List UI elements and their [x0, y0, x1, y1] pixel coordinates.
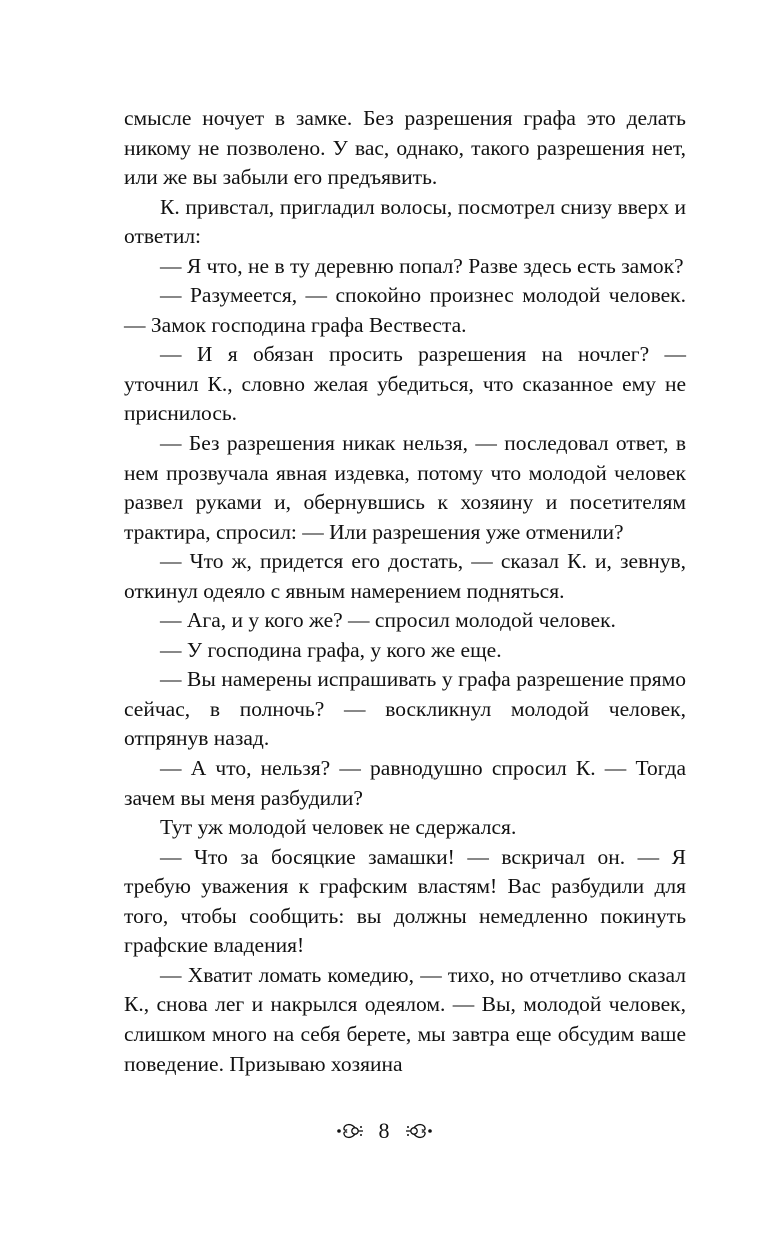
paragraph-12: Тут уж молодой человек не сдержался. [160, 815, 517, 840]
paragraph-3: — Я что, не в ту деревню попал? Разве здесь есть замок? [160, 253, 684, 278]
book-page-text [124, 104, 686, 1079]
paragraph-8: — Ага, и у кого же? — спросил молодой человек. [160, 608, 616, 633]
paragraph-7: — Что ж, придется его достать, — сказал К. и, зевнув, откинул одеяло с явным намерением подняться. [124, 549, 686, 603]
paragraph-1: смысле ночует в замке. Без разрешения графа это делать никому не позволено. У вас, однако, такого разрешения нет, или же вы забыли его предъявить. [124, 106, 686, 190]
paragraph-11: — А что, нельзя? — равнодушно спросил К. — Тогда зачем вы меня разбудили? [124, 756, 686, 810]
paragraph-14: — Хватит ломать комедию, — тихо, но отчетливо сказал К., снова лег и накрылся одеялом. — Вы, молодой человек, слишком много на себя берете, мы завтра еще обсудим ваше поведение. Призываю хозяина [124, 962, 686, 1076]
paragraph-9: — У господина графа, у кого же еще. [160, 637, 502, 662]
page-number: 8 [378, 1118, 390, 1143]
paragraph-4: — Разумеется, — спокойно произнес молодой человек. — Замок господина графа Вествеста. [124, 283, 686, 337]
paragraph-6: — Без разрешения никак нельзя, — последовал ответ, в нем прозвучала явная издевка, потому что молодой человек развел руками и, обернувшись к хозяину и посетителям трактира, спросил: — Или разрешения уже отменили? [124, 431, 686, 544]
fleuron-right-icon [404, 1121, 434, 1141]
page-footer [0, 1118, 768, 1144]
fleuron-left-icon [335, 1121, 365, 1141]
paragraph-2: К. привстал, пригладил волосы, посмотрел снизу вверх и ответил: [124, 194, 686, 249]
paragraph-5: — И я обязан просить разрешения на ночлег? — уточнил К., словно желая убедиться, что сказанное ему не приснилось. [124, 342, 686, 426]
paragraph-10: — Вы намерены испрашивать у графа разрешение прямо сейчас, в полночь? — воскликнул молодой человек, отпрянув назад. [124, 667, 686, 751]
paragraph-13: — Что за босяцкие замашки! — вскричал он. — Я требую уважения к графским властям! Вас разбудили для того, чтобы сообщить: вы должны немедленно покинуть графские владения! [124, 844, 686, 958]
